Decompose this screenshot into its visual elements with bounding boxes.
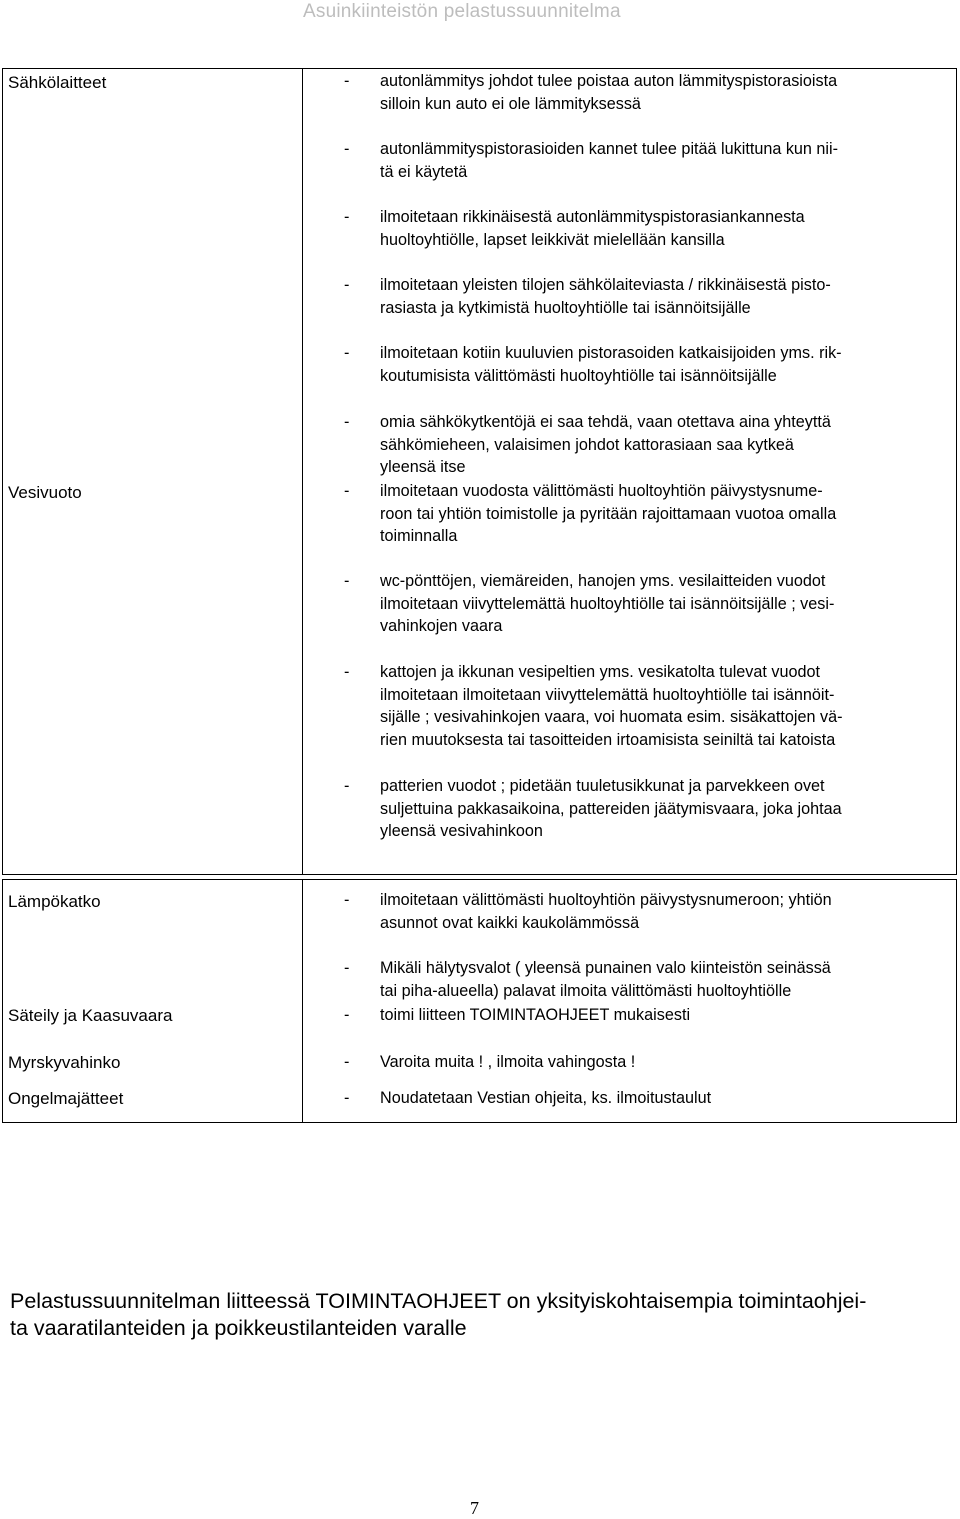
list-item: - autonlämmitys johdot tulee poistaa auton lämmityspistorasioista silloin kun auto ei ole lämmityksessä bbox=[344, 72, 838, 113]
footer-note-line: Pelastussuunnitelman liitteessä TOIMINTAOHJEET on yksityiskohtaisempia toimintaohjei- bbox=[10, 1289, 867, 1313]
bullet-dash: - bbox=[344, 663, 350, 681]
bullet-dash: - bbox=[344, 276, 350, 294]
bullet-dash: - bbox=[344, 1006, 350, 1024]
bullet-dash: - bbox=[344, 1089, 350, 1107]
bullet-dash: - bbox=[344, 208, 350, 226]
list-item: - wc-pönttöjen, viemäreiden, hanojen yms. vesilaitteiden vuodot ilmoitetaan viivyttelemättä huoltoyhtiölle tai isännöitsijälle ; vesi- vahinkojen vaara bbox=[344, 572, 835, 636]
category-myrskyvahinko: Myrskyvahinko bbox=[8, 1053, 121, 1072]
category-vesivuoto: Vesivuoto bbox=[8, 483, 82, 502]
bullet-dash: - bbox=[344, 572, 350, 590]
list-item: - autonlämmityspistorasioiden kannet tulee pitää lukittuna kun nii- tä ei käytetä bbox=[344, 140, 839, 181]
footer-note bbox=[10, 1288, 955, 1342]
bullet-dash: - bbox=[344, 482, 350, 500]
list-item: - kattojen ja ikkunan vesipeltien yms. vesikatolta tulevat vuodot ilmoitetaan ilmoitetaan viivyttelemättä huoltoyhtiölle tai isännöit- sijälle ; vesivahinkojen vaara, voi huomata esim. sisäkattojen vä- rien muutoksesta tai tasoitteiden irtoamisista seiniltä tai katoista bbox=[344, 663, 843, 749]
category-sahkolaitteet: Sähkölaitteet bbox=[8, 73, 107, 92]
bullet-dash: - bbox=[344, 344, 350, 362]
category-sateily-ja-kaasuvaara: Säteily ja Kaasuvaara bbox=[8, 1006, 173, 1025]
bullet-dash: - bbox=[344, 959, 350, 977]
list-item: - Noudatetaan Vestian ohjeita, ks. ilmoitustaulut bbox=[344, 1087, 944, 1110]
footer-note-line: ta vaaratilanteiden ja poikkeustilanteiden varalle bbox=[10, 1316, 467, 1340]
list-item: - ilmoitetaan vuodosta välittömästi huoltoyhtiön päivystysnume- roon tai yhtiön toimistolle ja pyritään rajoittamaan vuotoa omalla toiminnalla bbox=[344, 482, 837, 546]
category-lampokatko: Lämpökatko bbox=[8, 892, 101, 911]
column-divider bbox=[302, 880, 303, 1122]
bullet-dash: - bbox=[344, 72, 350, 90]
list-item: - patterien vuodot ; pidetään tuuletusikkunat ja parvekkeen ovet suljettuina pakkasaikoina, pattereiden jäätymisvaara, joka johtaa yleensä vesivahinkoon bbox=[344, 777, 842, 841]
list-item: - Mikäli hälytysvalot ( yleensä punainen valo kiinteistön seinässä tai piha-alueella) palavat ilmoita välittömästi huoltoyhtiölle bbox=[344, 959, 831, 1000]
list-item: - Varoita muita ! , ilmoita vahingosta ! bbox=[344, 1051, 944, 1074]
list-item: - ilmoitetaan yleisten tilojen sähkölaiteviasta / rikkinäisestä pisto- rasiasta ja kytkimistä huoltoyhtiölle tai isännöitsijälle bbox=[344, 276, 831, 317]
bullet-dash: - bbox=[344, 140, 350, 158]
bullet-dash: - bbox=[344, 777, 350, 795]
column-divider bbox=[302, 69, 303, 874]
list-item: - ilmoitetaan välittömästi huoltoyhtiön päivystysnumeroon; yhtiön asunnot ovat kaikki kaukolämmössä bbox=[344, 891, 832, 932]
bullet-dash: - bbox=[344, 1053, 350, 1071]
page-number: 7 bbox=[470, 1498, 479, 1518]
bullet-dash: - bbox=[344, 413, 350, 431]
bullet-dash: - bbox=[344, 891, 350, 909]
list-item: - ilmoitetaan rikkinäisestä autonlämmityspistorasiankannesta huoltoyhtiölle, lapset leikkivät mielellään kansilla bbox=[344, 208, 805, 249]
list-item: - toimi liitteen TOIMINTAOHJEET mukaisesti bbox=[344, 1004, 944, 1027]
document-header-title: Asuinkiinteistön pelastussuunnitelma bbox=[303, 1, 621, 22]
list-item: - ilmoitetaan kotiin kuuluvien pistorasoiden katkaisijoiden yms. rik- koutumisista välittömästi huoltoyhtiölle tai isännöitsijälle bbox=[344, 344, 842, 385]
list-item: - omia sähkökytkentöjä ei saa tehdä, vaan otettava aina yhteyttä sähkömieheen, valaisimen johdot kattorasiaan saa kytkeä yleensä itse bbox=[344, 413, 831, 477]
category-ongelmajatteet: Ongelmajätteet bbox=[8, 1089, 124, 1108]
